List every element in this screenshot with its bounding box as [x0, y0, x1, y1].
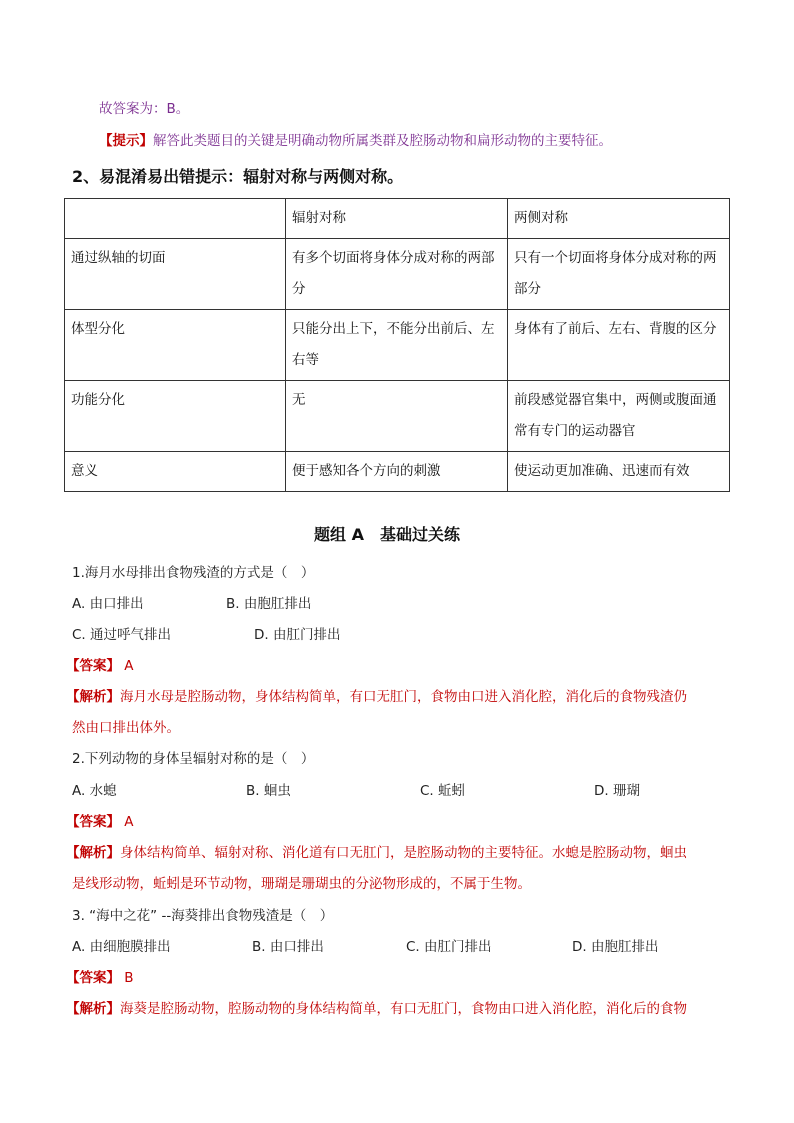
q3-analysis-tag: 【解析】	[66, 1001, 120, 1017]
table-cell: 只能分出上下，不能分出前后、左右等	[286, 310, 508, 381]
hint-tag: 【提示】	[99, 133, 153, 149]
q1-analysis-line	[66, 687, 687, 707]
hint-line	[99, 131, 612, 151]
table-cell: 功能分化	[65, 381, 286, 452]
table-header-row	[65, 199, 730, 239]
table-cell: 使运动更加准确、迅速而有效	[508, 452, 730, 492]
q2-answer-tag: 【答案】	[66, 814, 120, 830]
q1-analysis-text: 然由口排出体外。	[72, 720, 180, 736]
table-cell: 通过纵轴的切面	[65, 239, 286, 310]
q2-answer-value: A	[124, 814, 134, 830]
section2-title: 2、易混淆易出错提示：辐射对称与两侧对称。	[72, 167, 404, 186]
q3-option-c: C. 由肛门排出	[406, 939, 492, 955]
table-row	[65, 310, 730, 381]
q2-analysis-line	[66, 843, 687, 863]
symmetry-comparison-table	[64, 198, 730, 492]
table-row	[65, 381, 730, 452]
q3-answer	[66, 968, 134, 988]
q3-answer-tag: 【答案】	[66, 970, 120, 986]
q3-stem: 3. “海中之花” --海葵排出食物残渣是（ ）	[72, 908, 334, 924]
hint-text: 解答此类题目的关键是明确动物所属类群及腔肠动物和扁形动物的主要特征。	[153, 133, 612, 149]
q2-option-d: D. 珊瑚	[594, 783, 640, 799]
q3-option-a: A. 由细胞膜排出	[72, 939, 171, 955]
q2-analysis-text: 是线形动物，蚯蚓是环节动物，珊瑚是珊瑚虫的分泌物形成的，不属于生物。	[72, 876, 531, 892]
table-cell: 便于感知各个方向的刺激	[286, 452, 508, 492]
group-title: 题组 A 基础过关练	[314, 525, 460, 544]
q2-answer	[66, 812, 134, 832]
q1-answer	[66, 656, 134, 676]
table-row	[65, 452, 730, 492]
q2-stem: 2.下列动物的身体呈辐射对称的是（ ）	[72, 751, 315, 767]
table-row	[65, 239, 730, 310]
table-cell: 意义	[65, 452, 286, 492]
q3-answer-value: B	[124, 970, 134, 986]
table-header-cell	[65, 199, 286, 239]
q2-option-a: A. 水螅	[72, 783, 117, 799]
q1-analysis-tag: 【解析】	[66, 689, 120, 705]
table-header-cell: 两侧对称	[508, 199, 730, 239]
q3-analysis-line	[66, 999, 687, 1019]
q1-analysis-text: 海月水母是腔肠动物，身体结构简单，有口无肛门，食物由口进入消化腔，消化后的食物残渣仍	[120, 689, 687, 705]
q2-option-c: C. 蚯蚓	[420, 783, 466, 799]
q1-option-b: B. 由胞肛排出	[226, 596, 312, 612]
q2-analysis-text: 身体结构简单、辐射对称、消化道有口无肛门，是腔肠动物的主要特征。水螅是腔肠动物，蛔虫	[120, 845, 687, 861]
q3-option-d: D. 由胞肛排出	[572, 939, 659, 955]
q3-option-b: B. 由口排出	[252, 939, 324, 955]
q2-analysis-tag: 【解析】	[66, 845, 120, 861]
q3-analysis-text: 海葵是腔肠动物，腔肠动物的身体结构简单，有口无肛门，食物由口进入消化腔，消化后的食物	[120, 1001, 687, 1017]
q1-answer-value: A	[124, 658, 134, 674]
q1-option-c: C. 通过呼气排出	[72, 627, 172, 643]
table-cell: 体型分化	[65, 310, 286, 381]
answer-line: 故答案为：B。	[99, 101, 190, 117]
table-header-cell: 辐射对称	[286, 199, 508, 239]
table-cell: 有多个切面将身体分成对称的两部分	[286, 239, 508, 310]
q1-answer-tag: 【答案】	[66, 658, 120, 674]
q1-stem: 1.海月水母排出食物残渣的方式是（ ）	[72, 565, 315, 581]
table-cell: 身体有了前后、左右、背腹的区分	[508, 310, 730, 381]
table-cell: 前段感觉器官集中，两侧或腹面通常有专门的运动器官	[508, 381, 730, 452]
q1-option-d: D. 由肛门排出	[254, 627, 341, 643]
q1-option-a: A. 由口排出	[72, 596, 144, 612]
table-cell: 无	[286, 381, 508, 452]
q2-option-b: B. 蛔虫	[246, 783, 291, 799]
table-cell: 只有一个切面将身体分成对称的两部分	[508, 239, 730, 310]
